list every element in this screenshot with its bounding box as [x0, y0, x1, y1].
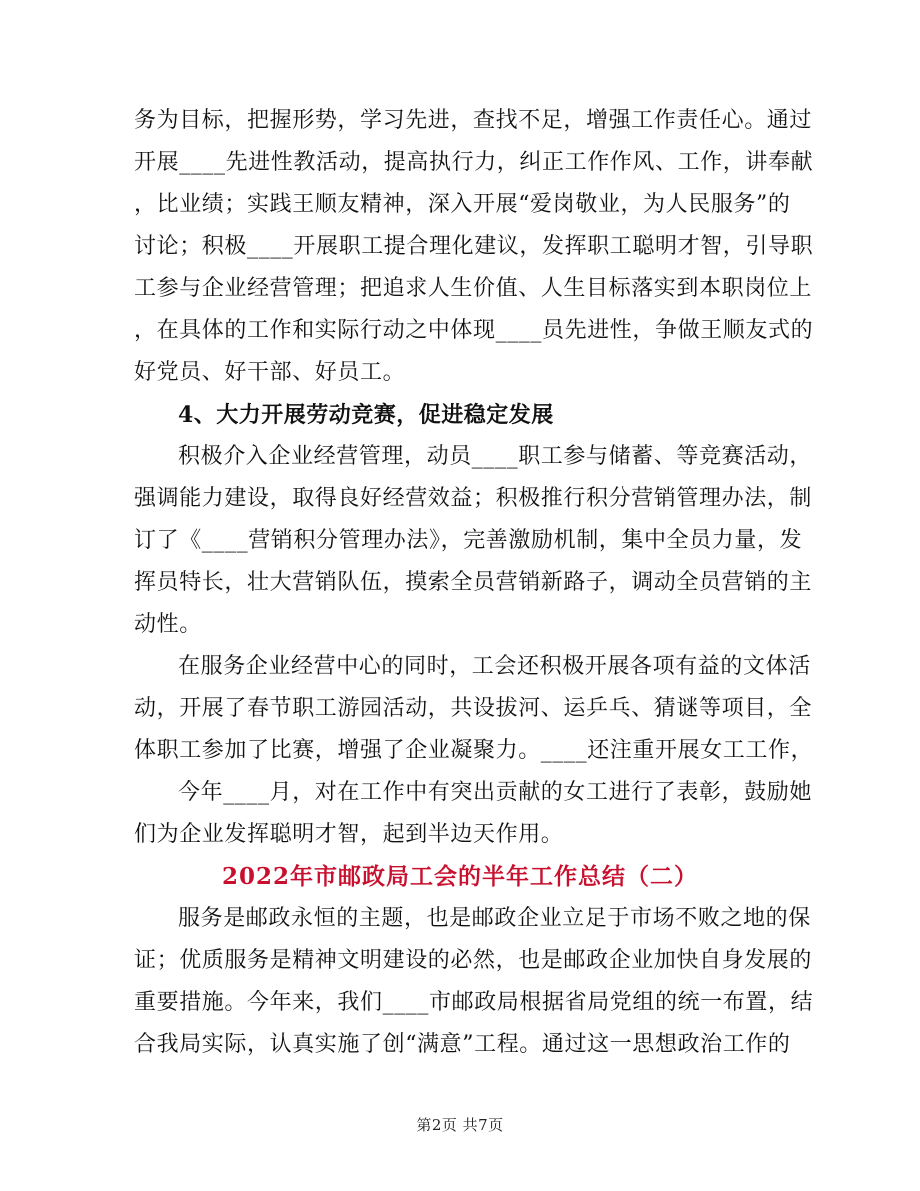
body-line: 务为目标，把握形势，学习先进，查找不足，增强工作责任心。通过: [134, 108, 813, 133]
section-title: 2022年市邮政局工会的半年工作总结（二）: [221, 863, 698, 890]
body-line: 动，开展了春节职工游园活动，共设拔河、运乒乓、猜谜等项目，全: [134, 696, 813, 721]
body-line: 在服务企业经营中心的同时，工会还积极开展各项有益的文体活: [178, 654, 811, 679]
body-line: 讨论；积极____开展职工提合理化建议，发挥职工聪明才智，引导职: [134, 234, 814, 259]
body-line: 合我局实际，认真实施了创“满意”工程。通过这一思想政治工作的: [134, 1032, 791, 1057]
body-line: ，在具体的工作和实际行动之中体现____员先进性，争做王顺友式的: [134, 318, 814, 343]
body-line: 动性。: [134, 612, 202, 637]
body-line: 订了《____营销积分管理办法》，完善激励机制，集中全员力量，发: [134, 528, 803, 553]
body-line: 体职工参加了比赛，增强了企业凝聚力。____还注重开展女工工作，: [134, 738, 814, 763]
body-line: ，比业绩；实践王顺友精神，深入开展“爱岗敬业，为人民服务”的: [134, 192, 791, 217]
section-heading-4: 4、大力开展劳动竞赛，促进稳定发展: [178, 402, 554, 428]
body-line: 们为企业发挥聪明才智，起到半边天作用。: [134, 822, 564, 847]
page-number-footer: 第2页 共7页: [416, 1116, 504, 1134]
body-line: 强调能力建设，取得良好经营效益；积极推行积分营销管理办法，制: [134, 486, 813, 511]
body-line: 服务是邮政永恒的主题，也是邮政企业立足于市场不败之地的保: [178, 906, 811, 931]
body-line: 积极介入企业经营管理，动员____职工参与储蓄、等竞赛活动，: [178, 444, 813, 469]
body-line: 今年____月，对在工作中有突出贡献的女工进行了表彰，鼓励她: [178, 780, 813, 805]
body-line: 挥员特长，壮大营销队伍，摸索全员营销新路子，调动全员营销的主: [134, 570, 813, 595]
body-line: 重要措施。今年来，我们____市邮政局根据省局党组的统一布置，结: [134, 990, 814, 1015]
body-line: 工参与企业经营管理；把追求人生价值、人生目标落实到本职岗位上: [134, 276, 813, 301]
body-line: 证；优质服务是精神文明建设的必然，也是邮政企业加快自身发展的: [134, 948, 813, 973]
body-line: 好党员、好干部、好员工。: [134, 360, 406, 385]
body-line: 开展____先进性教活动，提高执行力，纠正工作作风、工作，讲奉献: [134, 150, 814, 175]
